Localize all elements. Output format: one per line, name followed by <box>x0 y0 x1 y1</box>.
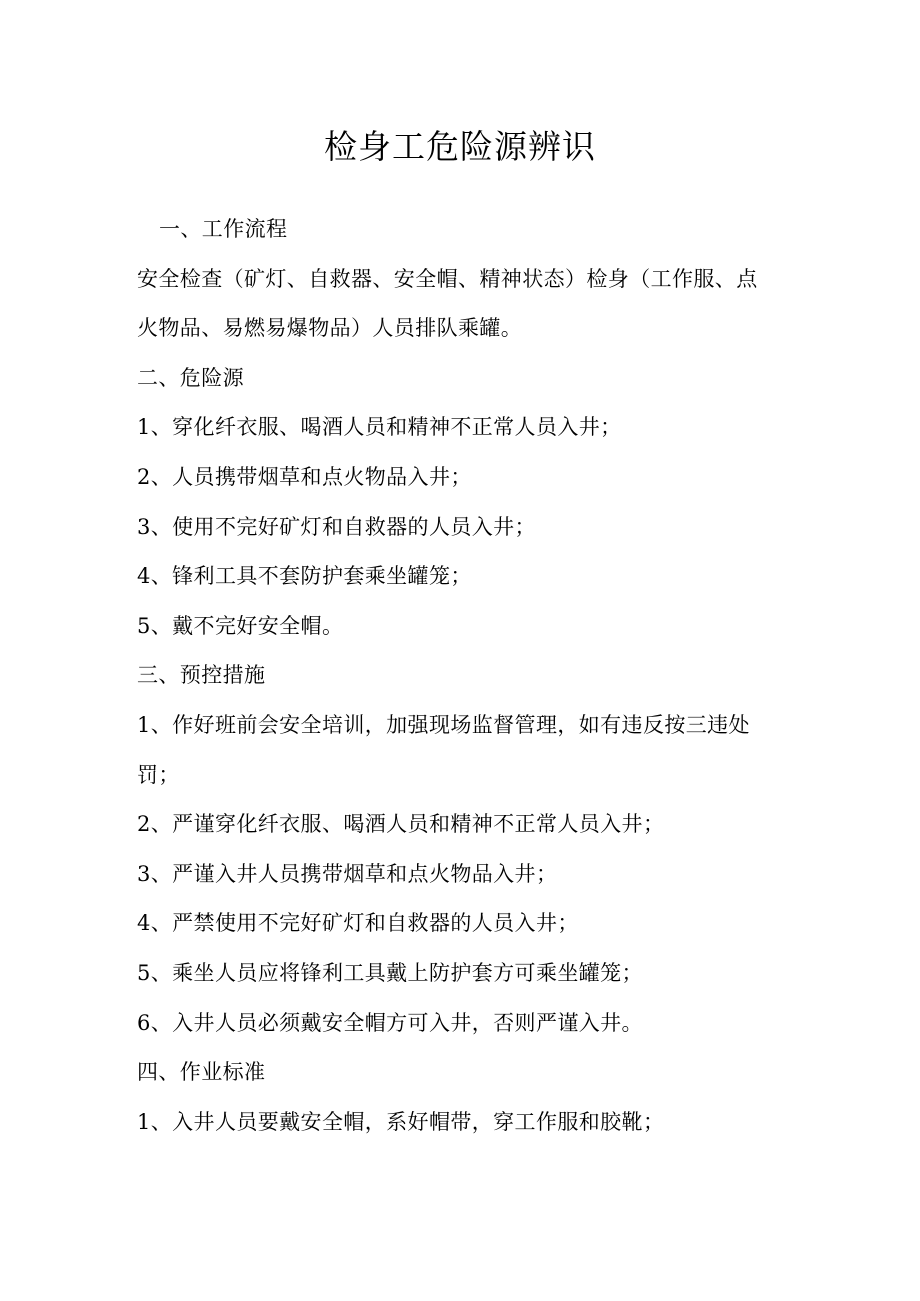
list-item: 3、使用不完好矿灯和自救器的人员入井； <box>137 514 536 539</box>
list-item: 1、入井人员要戴安全帽，系好帽带，穿工作服和胶靴； <box>137 1109 665 1134</box>
list-item-continuation: 罚； <box>137 762 180 787</box>
list-item: 4、锋利工具不套防护套乘坐罐笼； <box>137 564 472 589</box>
document-title: 检身工危险源辨识 <box>324 127 596 166</box>
list-item: 1、穿化纤衣服、喝酒人员和精神不正常人员入井； <box>137 415 622 440</box>
document-body <box>137 212 777 1154</box>
paragraph-line: 火物品、易燃易爆物品）人员排队乘罐。 <box>137 316 523 341</box>
list-item: 4、严禁使用不完好矿灯和自救器的人员入井； <box>137 911 579 936</box>
section-heading-hazards: 二、危险源 <box>137 365 244 390</box>
list-item: 2、严谨穿化纤衣服、喝酒人员和精神不正常人员入井； <box>137 812 665 837</box>
paragraph-line: 安全检查（矿灯、自救器、安全帽、精神状态）检身（工作服、点 <box>137 266 758 291</box>
list-item: 2、人员携带烟草和点火物品入井； <box>137 464 472 489</box>
list-item: 5、乘坐人员应将锋利工具戴上防护套方可乘坐罐笼； <box>137 960 643 985</box>
list-item: 3、严谨入井人员携带烟草和点火物品入井； <box>137 861 558 886</box>
list-item: 6、入井人员必须戴安全帽方可入井，否则严谨入井。 <box>137 1010 643 1035</box>
section-heading-standards: 四、作业标准 <box>137 1060 266 1085</box>
section-heading-workflow: 一、工作流程 <box>159 217 288 241</box>
section-heading-controls: 三、预控措施 <box>137 663 266 688</box>
list-item: 5、戴不完好安全帽。 <box>137 613 344 638</box>
list-item: 1、作好班前会安全培训，加强现场监督管理，如有违反按三违处 <box>137 712 750 737</box>
